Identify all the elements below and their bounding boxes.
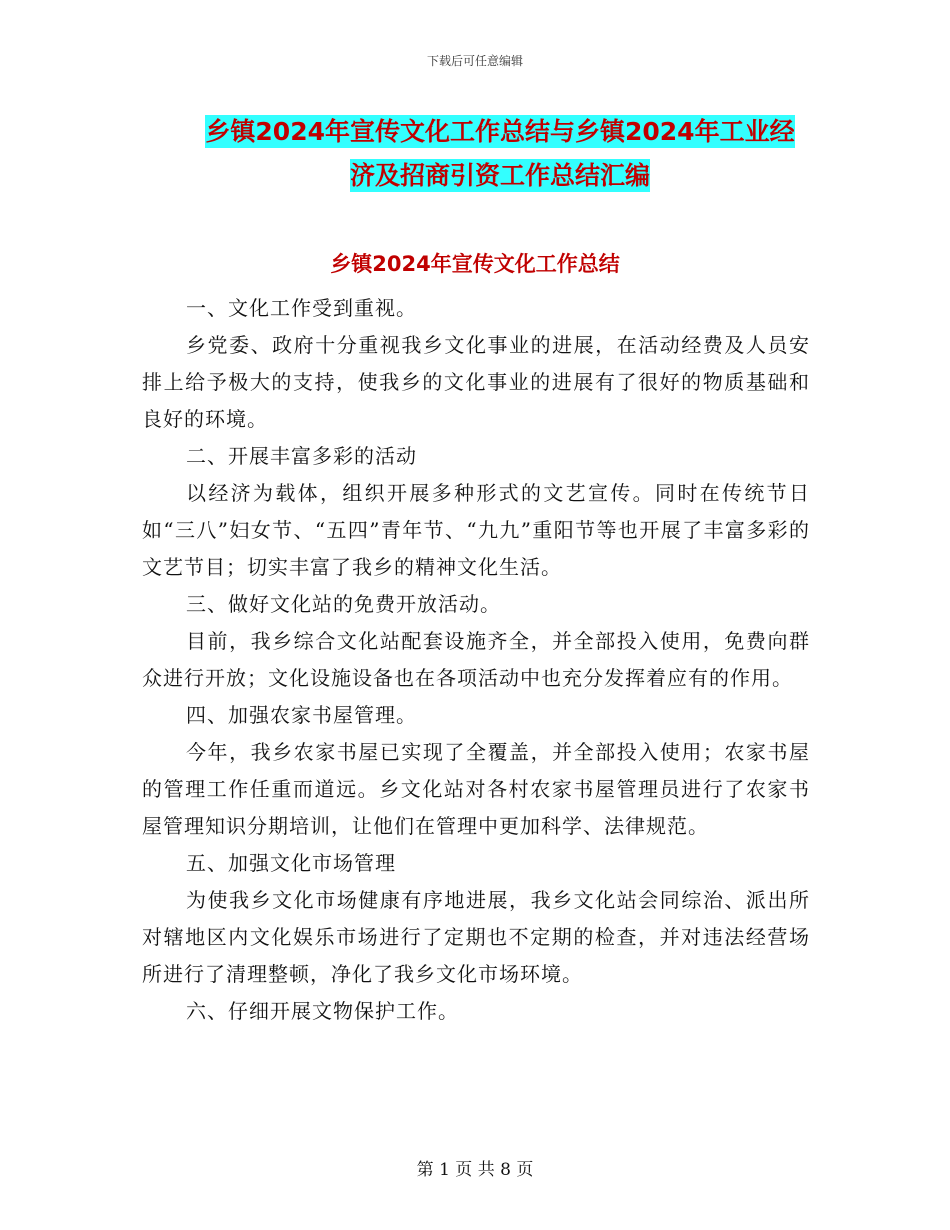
section-title: 乡镇2024年宣传文化工作总结 — [330, 252, 620, 276]
heading-1: 一、文化工作受到重视。 — [186, 296, 417, 320]
heading-6: 六、仔细开展文物保护工作。 — [186, 999, 459, 1023]
header-note: 下载后可任意编辑 — [426, 54, 523, 68]
paragraph-1: 乡党委、政府十分重视我乡文化事业的进展，在活动经费及人员安排上给予极大的支持，使我乡的文化事业的进展有了很好的物质基础和良好的环境。 — [142, 333, 810, 431]
paragraph-4: 今年，我乡农家书屋已实现了全覆盖，并全部投入使用；农家书屋的管理工作任重而道远。乡文化站对各村农家书屋管理员进行了农家书屋管理知识分期培训，让他们在管理中更加科学、法律规范。 — [142, 740, 810, 838]
heading-4: 四、加强农家书屋管理。 — [186, 703, 417, 727]
heading-3: 三、做好文化站的免费开放活动。 — [186, 592, 501, 616]
heading-2: 二、开展丰富多彩的活动 — [186, 444, 417, 468]
page-footer: 第 1 页 共 8 页 — [416, 1160, 534, 1180]
document-body — [142, 290, 810, 1030]
document-title-line-1: 乡镇2024年宣传文化工作总结与乡镇2024年工业经 — [205, 117, 795, 146]
paragraph-3: 目前，我乡综合文化站配套设施齐全，并全部投入使用，免费向群众进行开放；文化设施设备也在各项活动中也充分发挥着应有的作用。 — [142, 629, 810, 690]
document-title-line-2: 济及招商引资工作总结汇编 — [349, 161, 650, 190]
heading-5: 五、加强文化市场管理 — [186, 851, 396, 875]
paragraph-2: 以经济为载体，组织开展多种形式的文艺宣传。同时在传统节日如“三八”妇女节、“五四”青年节、“九九”重阳节等也开展了丰富多彩的文艺节目；切实丰富了我乡的精神文化生活。 — [142, 481, 810, 579]
paragraph-5: 为使我乡文化市场健康有序地进展，我乡文化站会同综治、派出所对辖地区内文化娱乐市场进行了定期也不定期的检查，并对违法经营场所进行了清理整顿，净化了我乡文化市场环境。 — [142, 888, 810, 986]
